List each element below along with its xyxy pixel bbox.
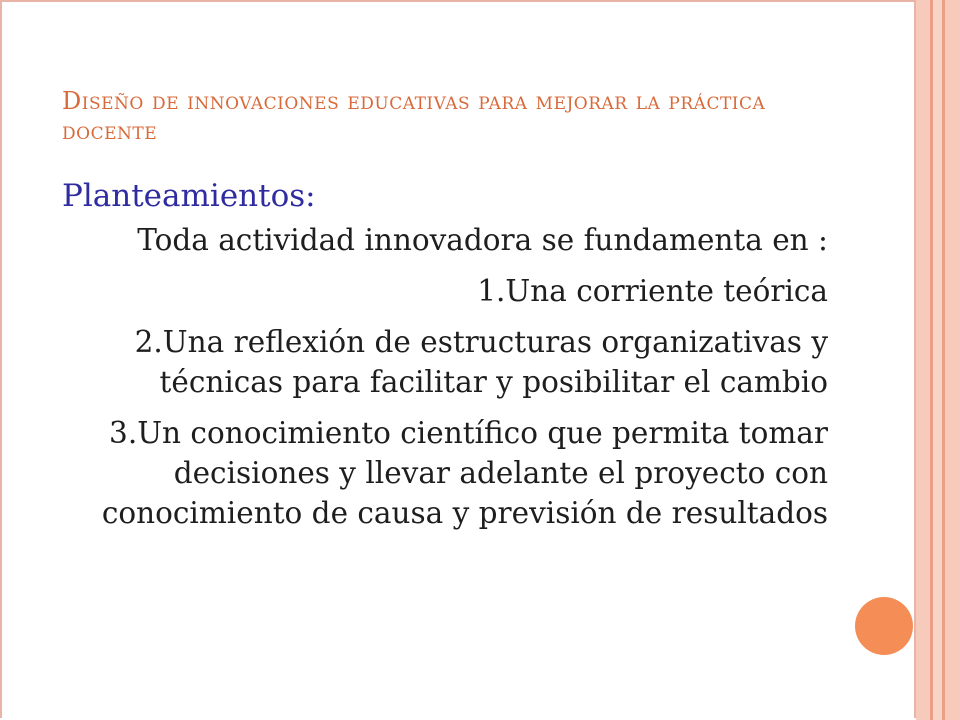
body-paragraph-point-2: 2.Una reflexión de estructuras organizativas y técnicas para facilitar y posibilitar el cambio	[134, 325, 828, 399]
body-paragraph-point-1: 1.Una corriente teórica	[477, 274, 828, 308]
slide-body	[62, 174, 828, 544]
decorative-circle	[855, 597, 913, 655]
body-heading: Planteamientos:	[62, 178, 316, 214]
body-paragraph-intro: Toda actividad innovadora se fundamenta en :	[137, 223, 828, 257]
right-stripe-3	[933, 0, 942, 720]
slide-title: Diseño de innovaciones educativas para mejorar la práctica docente	[62, 87, 766, 145]
right-stripe-1	[916, 0, 930, 720]
body-paragraph-point-3: 3.Un conocimiento científico que permita tomar decisiones y llevar adelante el proyecto con conocimiento de causa y previsión de resultados	[101, 416, 828, 530]
right-stripe-5	[945, 0, 960, 720]
